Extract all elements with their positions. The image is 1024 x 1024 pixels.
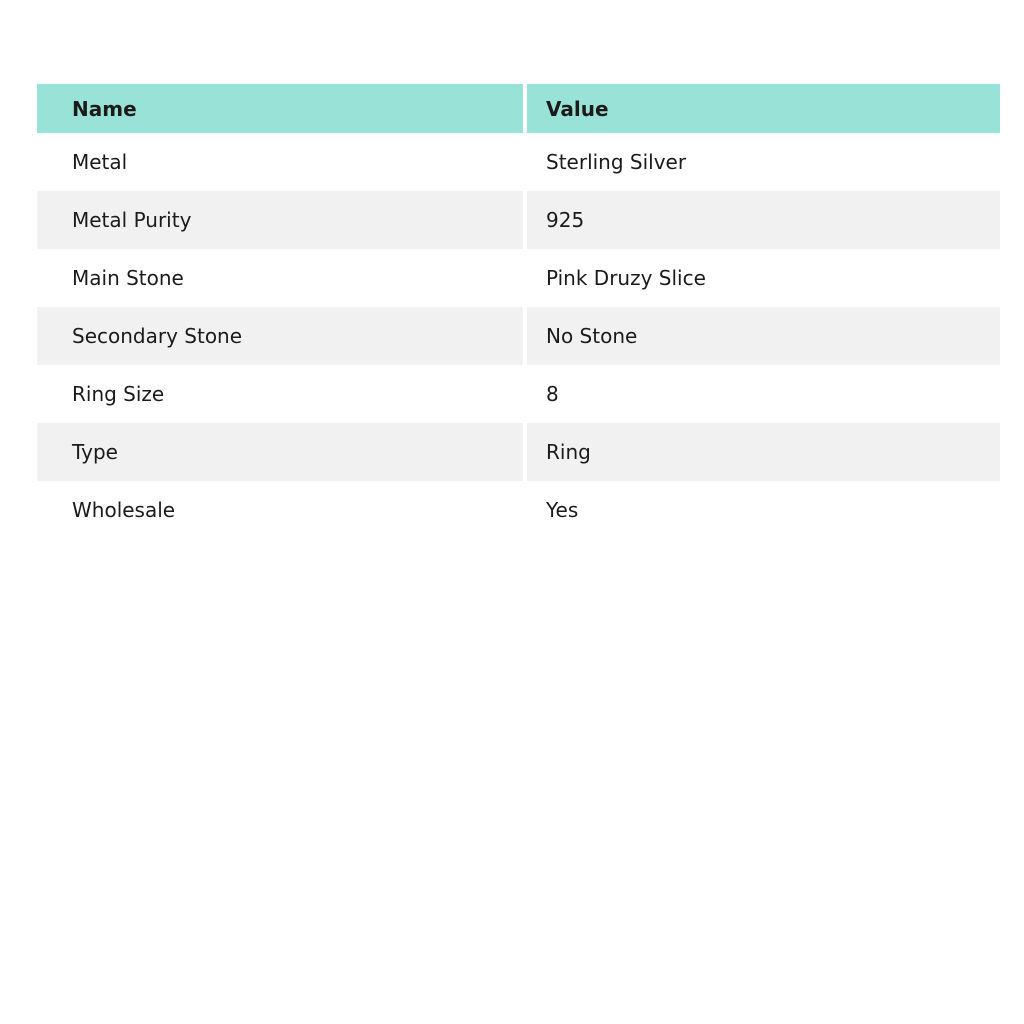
row-value-cell: Ring: [527, 423, 1000, 481]
row-value-cell: No Stone: [527, 307, 1000, 365]
table-row: [37, 133, 1000, 191]
spec-table: [37, 84, 1000, 539]
row-value-cell: Yes: [527, 481, 1000, 539]
row-value-cell: 925: [527, 191, 1000, 249]
row-name-cell: Wholesale: [37, 481, 523, 539]
table-row: [37, 191, 1000, 249]
row-value-cell: 8: [527, 365, 1000, 423]
table-row: [37, 307, 1000, 365]
header-cell-value: Value: [527, 84, 1000, 133]
row-name-cell: Type: [37, 423, 523, 481]
table-header-row: [37, 84, 1000, 133]
row-name-cell: Main Stone: [37, 249, 523, 307]
row-name-cell: Metal: [37, 133, 523, 191]
header-cell-name: Name: [37, 84, 523, 133]
row-name-cell: Metal Purity: [37, 191, 523, 249]
table-row: [37, 423, 1000, 481]
table-row: [37, 365, 1000, 423]
table-row: [37, 481, 1000, 539]
row-name-cell: Secondary Stone: [37, 307, 523, 365]
row-value-cell: Pink Druzy Slice: [527, 249, 1000, 307]
row-value-cell: Sterling Silver: [527, 133, 1000, 191]
table-row: [37, 249, 1000, 307]
row-name-cell: Ring Size: [37, 365, 523, 423]
